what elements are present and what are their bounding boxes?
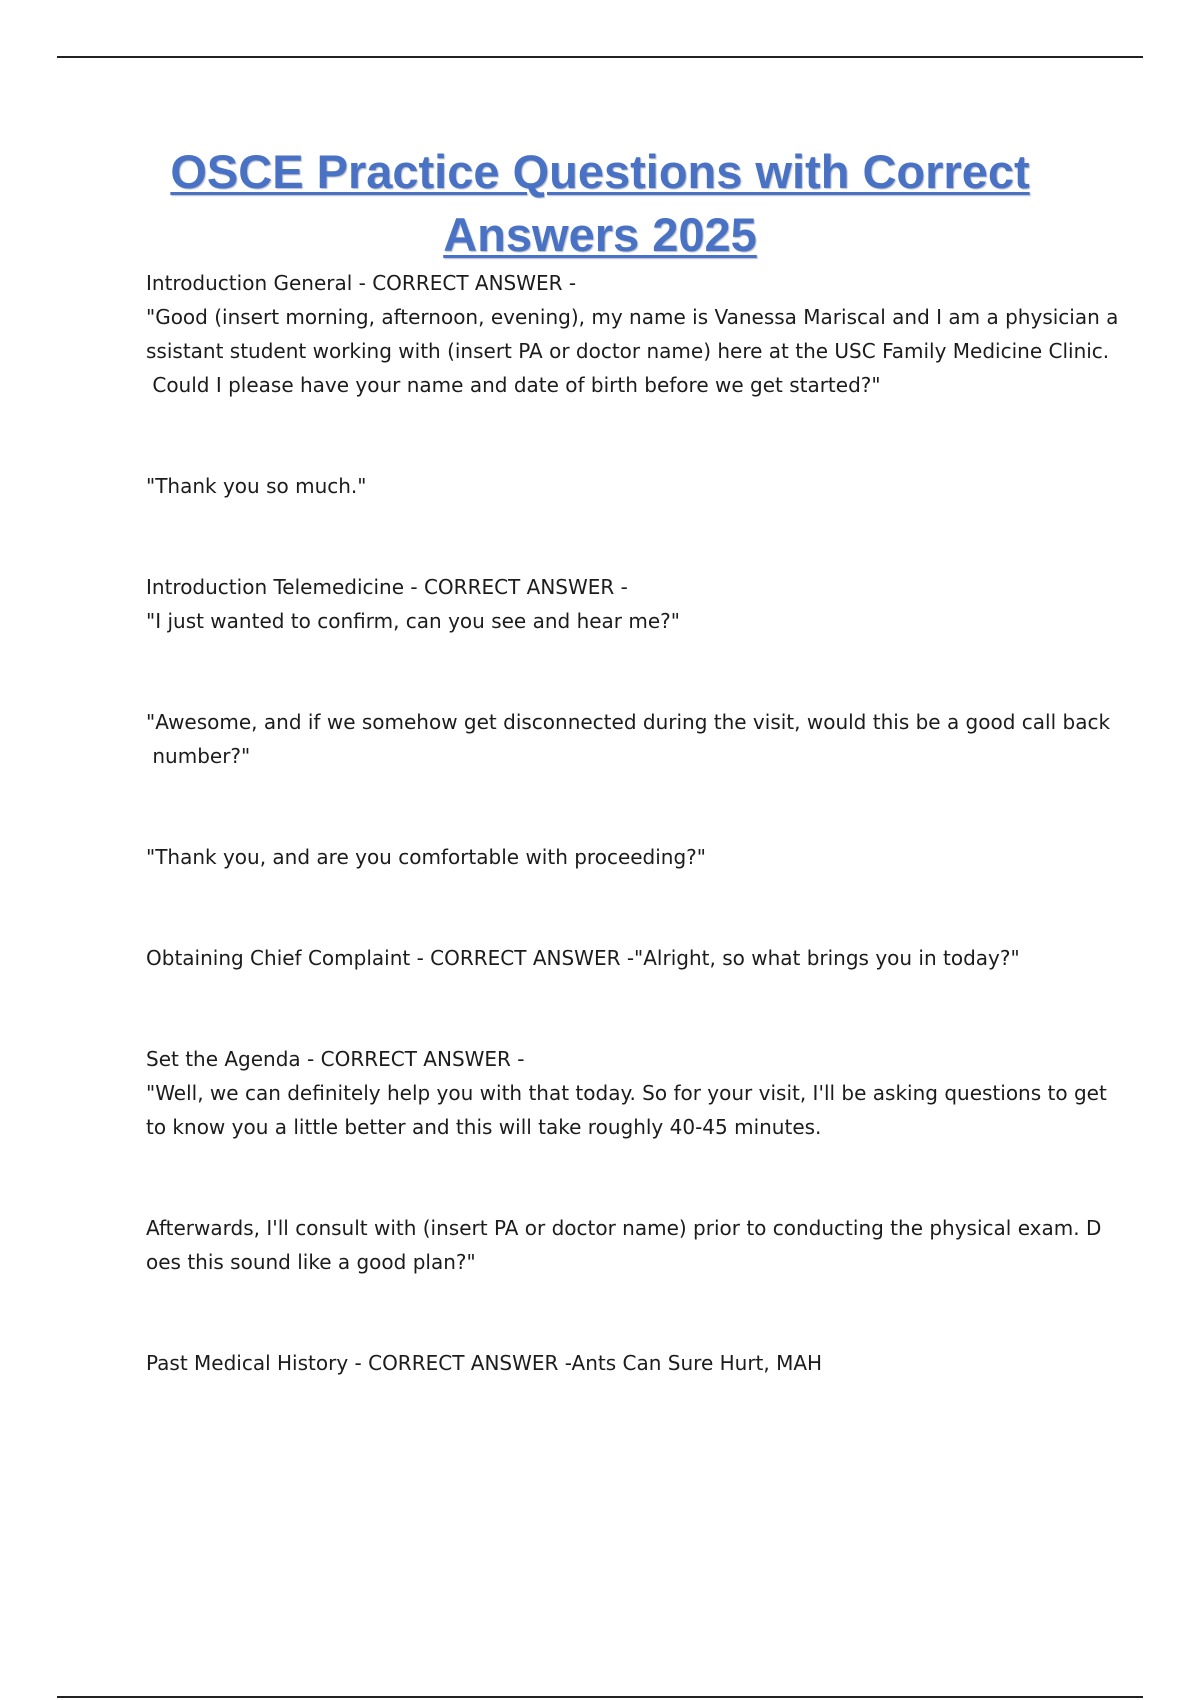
answer-line: "Well, we can definitely help you with that today. So for your visit, I'll be asking questions to get	[146, 1081, 1107, 1105]
answer-line: "Awesome, and if we somehow get disconnected during the visit, would this be a good call back	[146, 710, 1111, 734]
answer-line: "Thank you so much."	[146, 474, 367, 498]
answer-line: "I just wanted to confirm, can you see and hear me?"	[146, 609, 680, 633]
answer-line: Could I please have your name and date of birth before we get started?"	[146, 373, 881, 397]
document-body	[146, 266, 1119, 1380]
question-set-agenda: Set the Agenda - CORRECT ANSWER -	[146, 1047, 525, 1071]
answer-line: to know you a little better and this will take roughly 40-45 minutes.	[146, 1115, 822, 1139]
title-line-2: Answers 2025	[443, 208, 757, 261]
answer-line: "Good (insert morning, afternoon, evening), my name is Vanessa Mariscal and I am a physician a	[146, 305, 1119, 329]
answer-line: Afterwards, I'll consult with (insert PA or doctor name) prior to conducting the physical exam. D	[146, 1216, 1102, 1240]
question-chief-complaint: Obtaining Chief Complaint - CORRECT ANSWER -"Alright, so what brings you in today?"	[146, 946, 1020, 970]
bottom-divider	[57, 1696, 1143, 1698]
question-past-medical-history: Past Medical History - CORRECT ANSWER -Ants Can Sure Hurt, MAH	[146, 1351, 823, 1375]
answer-line: oes this sound like a good plan?"	[146, 1250, 476, 1274]
answer-line: number?"	[146, 744, 251, 768]
question-introduction-general: Introduction General - CORRECT ANSWER -	[146, 271, 577, 295]
answer-line: "Thank you, and are you comfortable with proceeding?"	[146, 845, 706, 869]
top-divider	[57, 56, 1143, 58]
title-line-1: OSCE Practice Questions with Correct	[170, 145, 1030, 198]
document-title	[100, 140, 1100, 266]
question-introduction-telemedicine: Introduction Telemedicine - CORRECT ANSWER -	[146, 575, 628, 599]
answer-line: ssistant student working with (insert PA or doctor name) here at the USC Family Medicine Clinic.	[146, 339, 1110, 363]
